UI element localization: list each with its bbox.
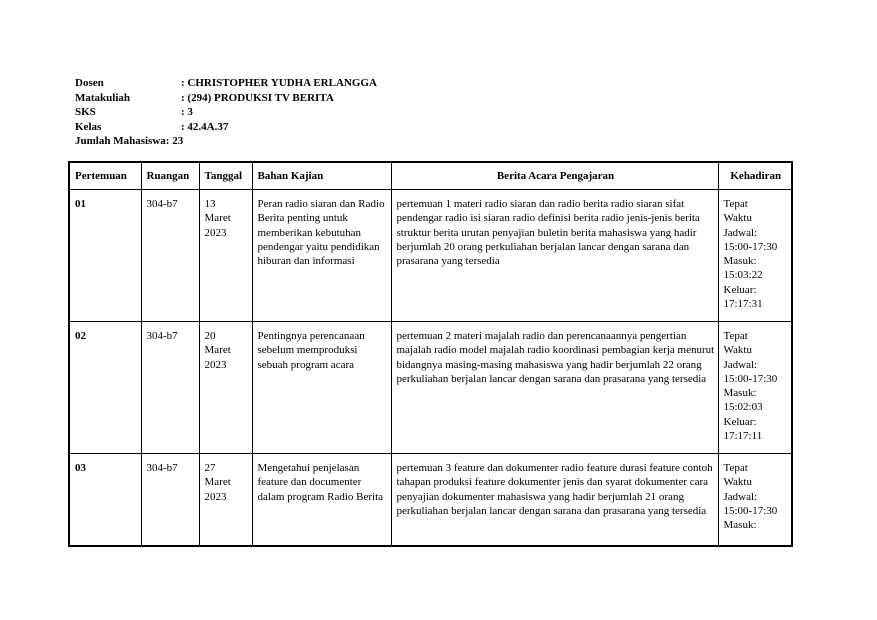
jumlah-value: : 23 <box>165 135 184 147</box>
kehadiran-line: Jadwal: <box>723 490 758 503</box>
kelas-value: : 42.4A.37 <box>181 120 229 133</box>
column-header-pertemuan: Pertemuan <box>69 162 141 190</box>
kehadiran-line: Waktu <box>723 344 752 357</box>
jumlah-row <box>75 134 377 149</box>
kehadiran-cell <box>718 190 792 322</box>
column-header-bahan-kajian: Bahan Kajian <box>252 162 391 190</box>
tanggal-year: 2023 <box>204 490 227 503</box>
column-header-tanggal: Tanggal <box>199 162 252 190</box>
tanggal-month: Maret <box>204 476 231 489</box>
kehadiran-line: 15:00-17:30 <box>723 504 778 517</box>
table-row <box>69 454 792 547</box>
sks-row <box>75 105 377 120</box>
tanggal-day: 13 <box>204 198 216 210</box>
ruangan-cell: 304-b7 <box>141 322 199 454</box>
column-header-kehadiran: Kehadiran <box>718 162 792 190</box>
tanggal-day: 27 <box>204 462 216 474</box>
tanggal-day: 20 <box>204 330 216 342</box>
dosen-row <box>75 76 377 91</box>
kehadiran-line: Waktu <box>723 476 752 489</box>
kehadiran-line: Tepat <box>723 198 748 210</box>
attendance-table <box>68 161 793 547</box>
matakuliah-value: : (294) PRODUKSI TV BERITA <box>181 91 334 104</box>
column-header-berita-acara: Berita Acara Pengajaran <box>391 162 718 190</box>
kehadiran-line: Jadwal: <box>723 358 758 371</box>
tanggal-year: 2023 <box>204 358 227 371</box>
pertemuan-cell: 01 <box>69 190 141 322</box>
pertemuan-cell: 03 <box>69 454 141 547</box>
table-header-row <box>69 162 792 190</box>
kehadiran-line: Tepat <box>723 462 748 474</box>
dosen-value: : CHRISTOPHER YUDHA ERLANGGA <box>181 77 377 89</box>
kehadiran-line: Masuk: <box>723 255 757 268</box>
berita-acara-cell: pertemuan 3 feature dan dokumenter radio feature durasi feature contoh tahapan produksi feature dokumenter jenis dan syarat dokumenter cara penyajian dokumenter mahasiswa yang hadir berjumlah 21 orang perkuliahan berjalan lancar dengan sarana dan prasarana yang tersedia <box>391 454 718 547</box>
ruangan-cell: 304-b7 <box>141 454 199 547</box>
kehadiran-line: 15:00-17:30 <box>723 240 778 253</box>
kehadiran-line: Masuk: <box>723 519 757 532</box>
table-row <box>69 322 792 454</box>
berita-acara-cell: pertemuan 2 materi majalah radio dan perencanaannya pengertian majalah radio model majalah radio koordinasi pembagian kerja menurut bidangnya masing-masing mahasiswa yang hadir berjumlah 22 orang perkuliahan berjalan lancar dengan sarana dan prasarana yang tersedia <box>391 322 718 454</box>
kehadiran-line: 17:17:11 <box>723 430 763 443</box>
sks-label: SKS <box>75 106 96 118</box>
kehadiran-line: 15:02:03 <box>723 401 763 414</box>
kehadiran-cell <box>718 322 792 454</box>
bahan-kajian-cell: Pentingnya perencanaan sebelum memproduksi sebuah program acara <box>252 322 391 454</box>
kehadiran-line: Keluar: <box>723 283 757 296</box>
kehadiran-line: Waktu <box>723 212 752 225</box>
kehadiran-line: Keluar: <box>723 415 757 428</box>
dosen-label: Dosen <box>75 77 104 89</box>
tanggal-month: Maret <box>204 212 231 225</box>
kehadiran-line: Masuk: <box>723 387 757 400</box>
course-header <box>75 76 377 149</box>
tanggal-cell <box>199 322 252 454</box>
kehadiran-line: Jadwal: <box>723 226 758 239</box>
kehadiran-line: 15:00-17:30 <box>723 372 778 385</box>
kehadiran-line: 17:17:31 <box>723 298 763 311</box>
ruangan-cell: 304-b7 <box>141 190 199 322</box>
matakuliah-row <box>75 91 377 106</box>
kehadiran-cell <box>718 454 792 547</box>
tanggal-month: Maret <box>204 344 231 357</box>
table-row <box>69 190 792 322</box>
matakuliah-label: Matakuliah <box>75 91 131 104</box>
sks-value: : 3 <box>181 106 193 118</box>
berita-acara-cell: pertemuan 1 materi radio siaran dan radio berita radio siaran sifat pendengar radio isi siaran radio definisi berita radio jenis-jenis berita struktur berita urutan penyajian buletin berita mahasiswa yang hadir berjumlah 20 orang perkuliahan berjalan lancar dengan sarana dan prasarana yang tersedia <box>391 190 718 322</box>
kelas-row <box>75 120 377 135</box>
kehadiran-line: 15:03:22 <box>723 269 763 282</box>
column-header-ruangan: Ruangan <box>141 162 199 190</box>
tanggal-cell <box>199 190 252 322</box>
bahan-kajian-cell: Peran radio siaran dan Radio Berita penting untuk memberikan kebutuhan pendengar yaitu pendidikan hiburan dan informasi <box>252 190 391 322</box>
pertemuan-cell: 02 <box>69 322 141 454</box>
tanggal-cell <box>199 454 252 547</box>
jumlah-label: Jumlah Mahasiswa <box>75 135 166 147</box>
kelas-label: Kelas <box>75 120 102 133</box>
bahan-kajian-cell: Mengetahui penjelasan feature dan documenter dalam program Radio Berita <box>252 454 391 547</box>
kehadiran-line: Tepat <box>723 330 748 342</box>
tanggal-year: 2023 <box>204 226 227 239</box>
